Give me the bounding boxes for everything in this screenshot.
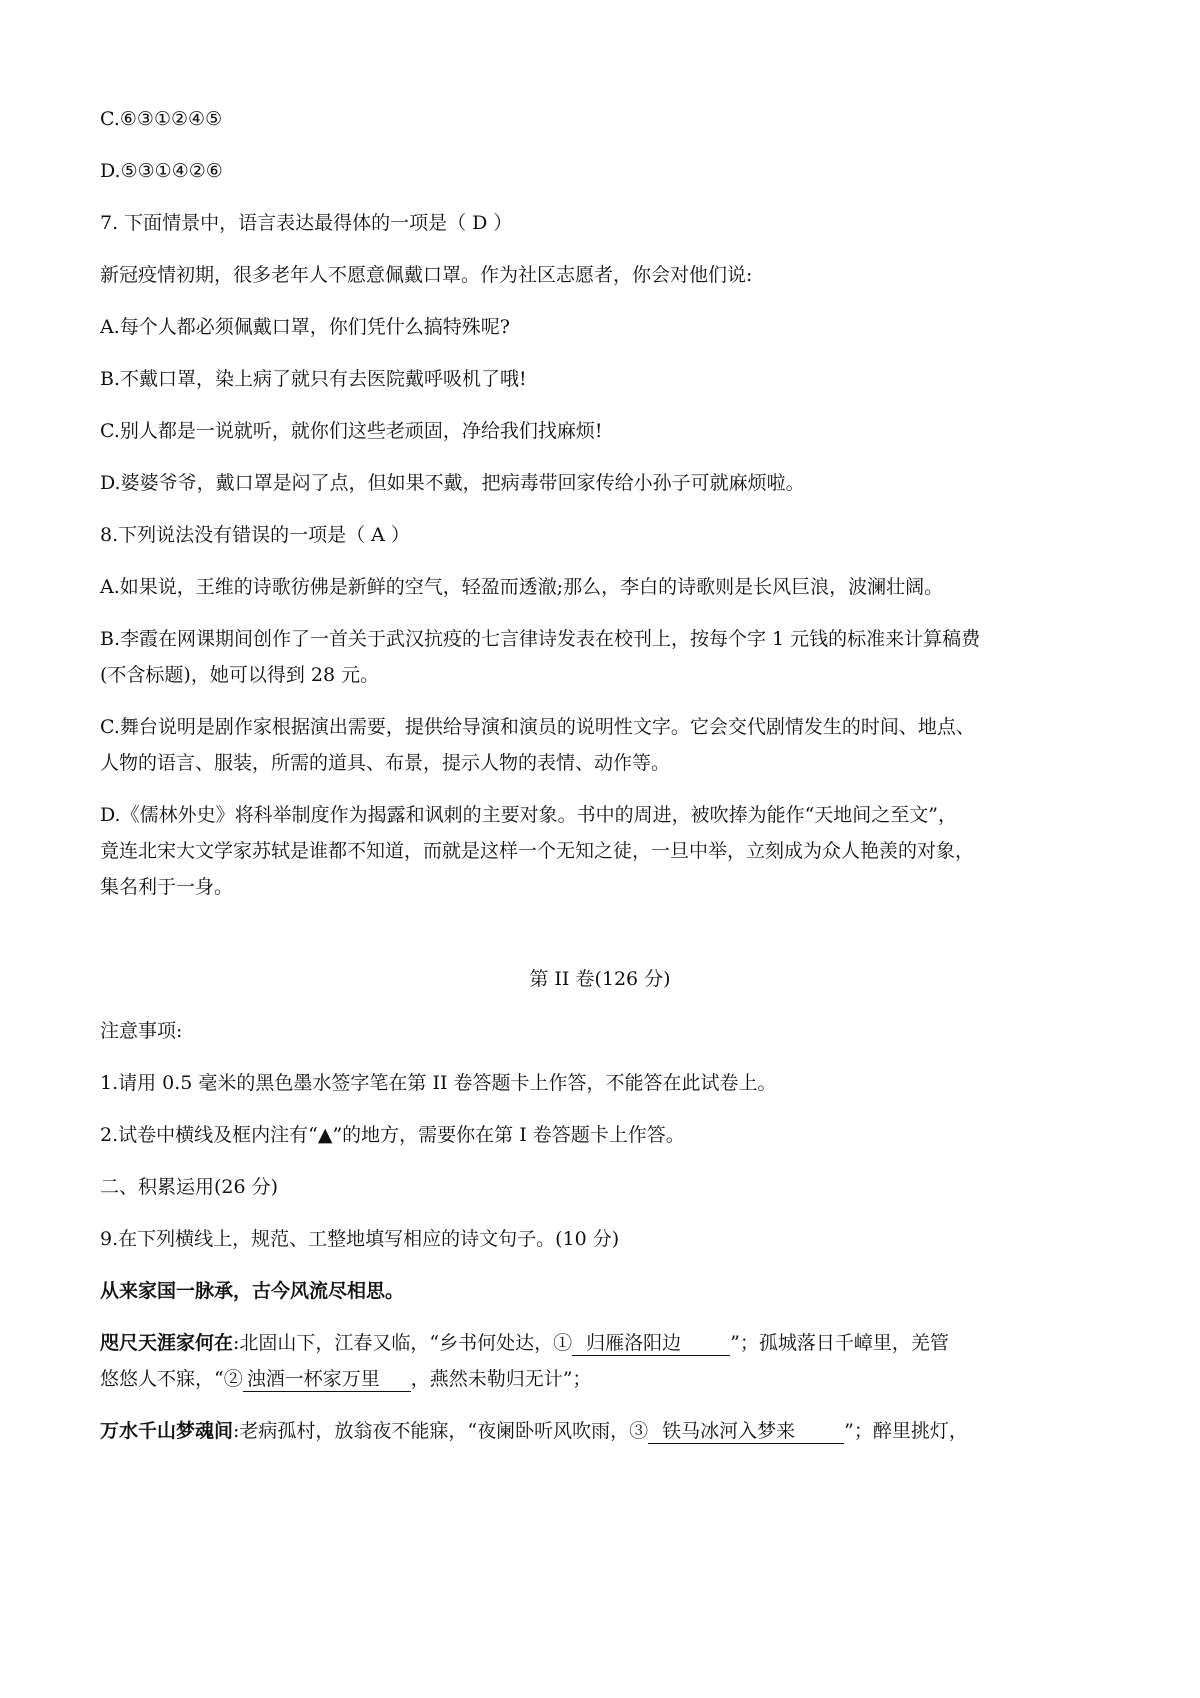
question-8-text: 8.下列说法没有错误的一项是（ <box>100 524 366 546</box>
poem-section-1-text1: :北固山下，江春又临，“乡书何处达，① <box>233 1332 573 1354</box>
question-8-option-a: A.如果说，王维的诗歌彷佛是新鲜的空气，轻盈而透澈;那么，李白的诗歌则是长风巨浪，波澜壮阔。 <box>100 576 944 598</box>
poem-section-1-line1 <box>100 1330 1100 1356</box>
poem-section-1-text3: 悠悠人不寐，“② <box>100 1368 243 1390</box>
poem-section-2-line1 <box>100 1418 1100 1444</box>
poem-section-2-heading: 万水千山梦魂间 <box>100 1420 234 1442</box>
question-7-option-a: A.每个人都必须佩戴口罩，你们凭什么搞特殊呢? <box>100 316 510 338</box>
option-d-prev: D.⑤③①④②⑥ <box>100 160 223 182</box>
question-7-option-b: B.不戴口罩，染上病了就只有去医院戴呼吸机了哦! <box>100 368 527 390</box>
poem-section-1-text4: ，燕然未勒归无计”； <box>410 1368 592 1390</box>
question-7-option-d: D.婆婆爷爷，戴口罩是闷了点，但如果不戴，把病毒带回家传给小孙子可就麻烦啦。 <box>100 472 805 494</box>
section-2-heading: 二、积累运用(26 分) <box>100 1176 279 1198</box>
question-7-answer: D <box>472 212 488 234</box>
poem-section-1-line2 <box>100 1366 1100 1392</box>
question-9-theme: 从来家国一脉承，古今风流尽相思。 <box>100 1280 405 1302</box>
poem-section-1-heading: 咫尺天涯家何在 <box>100 1332 234 1354</box>
question-8-option-d-line1: D.《儒林外史》将科举制度作为揭露和讽刺的主要对象。书中的周进，被吹捧为能作“天地间之至文”， <box>100 804 958 826</box>
question-8-option-b-line1: B.李霞在网课期间创作了一首关于武汉抗疫的七言律诗发表在校刊上，按每个字 1 元钱的标准来计算稿费 <box>100 628 981 650</box>
question-7-close: ） <box>493 212 513 234</box>
question-8-option-d-line2: 竟连北宋大文学家苏轼是谁都不知道，而就是这样一个无知之徒，一旦中举，立刻成为众人艳羡的对象， <box>100 840 975 862</box>
fill-blank-2: 浊酒一杯家万里 <box>243 1367 411 1392</box>
part-2-title: 第 II 卷(126 分) <box>529 968 671 990</box>
question-7-stem <box>100 210 1100 236</box>
fill-blank-1: 归雁洛阳边 <box>572 1331 730 1356</box>
fill-blank-3: 铁马冰河入梦来 <box>648 1419 844 1444</box>
notes-heading: 注意事项: <box>100 1020 183 1042</box>
poem-section-2-text2: ”；醉里挑灯， <box>844 1420 968 1442</box>
question-8-option-b-line2: (不含标题)，她可以得到 28 元。 <box>100 664 380 686</box>
poem-section-2-text1: :老病孤村，放翁夜不能寐，“夜阑卧听风吹雨，③ <box>233 1420 649 1442</box>
question-7-text: 7. 下面情景中，语言表达最得体的一项是（ <box>100 212 467 234</box>
note-2: 2.试卷中横线及框内注有“▲”的地方，需要你在第 I 卷答题卡上作答。 <box>100 1124 685 1146</box>
question-8-stem <box>100 522 1100 548</box>
question-8-close: ） <box>390 524 410 546</box>
question-8-option-c-line1: C.舞台说明是剧作家根据演出需要，提供给导演和演员的说明性文字。它会交代剧情发生的时间、地点、 <box>100 716 975 738</box>
poem-section-1-text2: ”；孤城落日千嶂里，羌管 <box>730 1332 949 1354</box>
question-8-option-c-line2: 人物的语言、服装，所需的道具、布景，提示人物的表情、动作等。 <box>100 752 671 774</box>
question-7-option-c: C.别人都是一说就听，就你们这些老顽固，净给我们找麻烦! <box>100 420 603 442</box>
question-9-stem: 9.在下列横线上，规范、工整地填写相应的诗文句子。(10 分) <box>100 1228 620 1250</box>
question-8-option-d-line3: 集名利于一身。 <box>100 876 234 898</box>
option-c-prev: C.⑥③①②④⑤ <box>100 108 223 130</box>
question-8-answer: A <box>371 524 385 546</box>
question-7-context: 新冠疫情初期，很多老年人不愿意佩戴口罩。作为社区志愿者，你会对他们说: <box>100 264 753 286</box>
note-1: 1.请用 0.5 毫米的黑色墨水签字笔在第 II 卷答题卡上作答，不能答在此试卷上。 <box>100 1072 777 1094</box>
